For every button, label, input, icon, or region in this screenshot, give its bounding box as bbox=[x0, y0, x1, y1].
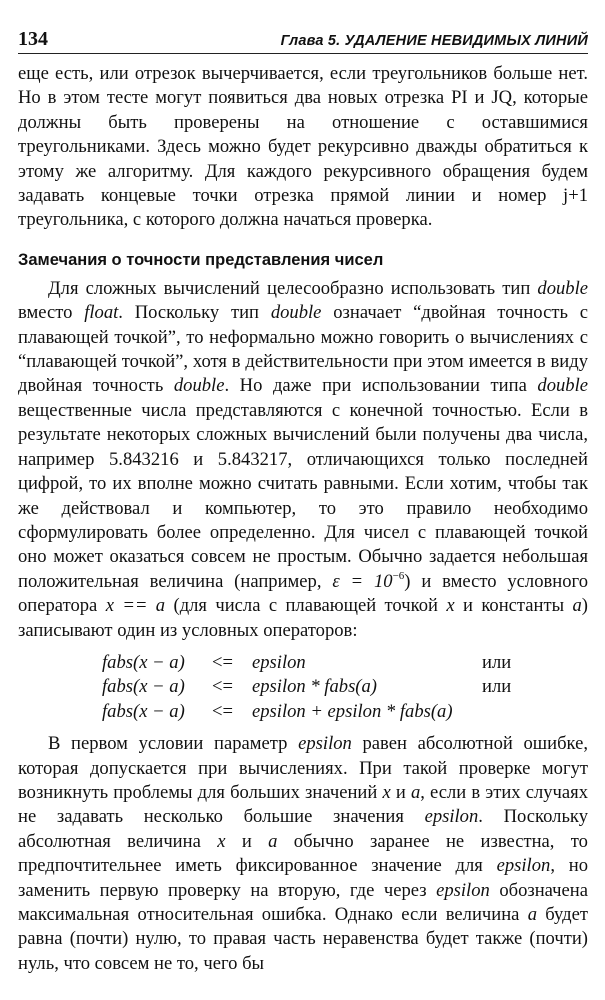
formula-row: fabs(x − a) <= epsilon * fabs(a) или bbox=[102, 676, 512, 698]
book-page bbox=[18, 28, 588, 976]
chapter-title: Глава 5. УДАЛЕНИЕ НЕВИДИМЫХ ЛИНИЙ bbox=[280, 33, 588, 49]
section-heading: Замечания о точности представления чисел bbox=[18, 250, 384, 269]
formula-block bbox=[102, 651, 588, 724]
exponent: −6 bbox=[392, 569, 405, 582]
formula-row: fabs(x − a) <= epsilon или bbox=[102, 651, 512, 673]
running-header bbox=[18, 28, 588, 54]
paragraph-2: Для сложных вычислений целесообразно использовать тип double вместо float. Поскольку тип double означает “двойная точность с плавающей точкой”, то неформально можно говорить о вычислениях с “плавающей точкой”, хотя в действительности при этом имеется в виду двойная точность double. Но даже при использовании типа double вещественные числа представляются с конечной точностью. Если в результате некоторых сложных вычислений были получены два числа, например 5.843216 и 5.843217, отличающихся только последней цифрой, то их вполне можно считать равными. Если хотим, чтобы так же действовал и компьютер, то это правило необходимо сформулировать более определенно. Для чисел с плавающей точкой оно может оказаться совсем не простым. Обычно задается небольшая положительная величина (например, $\varepsilon = 10^{-6}$) и вместо условного оператора x == a (для числа с плавающей точкой x и константы a) записывают один из условных операторов: bbox=[18, 277, 588, 641]
paragraph-3: В первом условии параметр epsilon равен абсолютной ошибке, которая допускается при вычислениях. При такой проверке могут возникнуть проблемы для больших значений x и a, если в этих случаях не задавать несколько большие значения epsilon. Поскольку абсолютная величина x и a обычно заранее не известна, то предпочтительнее иметь фиксированное значение для epsilon, но заменить первую проверку на вторую, где через epsilon обозначена максимальная относительная ошибка. Однако если величина a будет равна (почти) нулю, то правая часть неравенства будет также (почти) нуль, что совсем не то, чего бы bbox=[18, 733, 589, 974]
epsilon-symbol: ε = 10 bbox=[332, 570, 393, 592]
page-number: 134 bbox=[18, 28, 48, 50]
paragraph-1: еще есть, или отрезок вычерчивается, если треугольников больше нет. Но в этом тесте могут появиться два новых отрезка PI и JQ, которые должны быть проверены на отношение с оставшимися треугольниками. Здесь можно будет рекурсивно дважды обратиться к этому же алгоритму. Для каждого рекурсивного обращения будем задавать концевые точки отрезка прямой линии и номер j+1 треугольника, с которого должна начаться проверка. bbox=[18, 63, 588, 231]
formula-row: fabs(x − a) <= epsilon + epsilon * fabs(a) bbox=[102, 700, 453, 722]
